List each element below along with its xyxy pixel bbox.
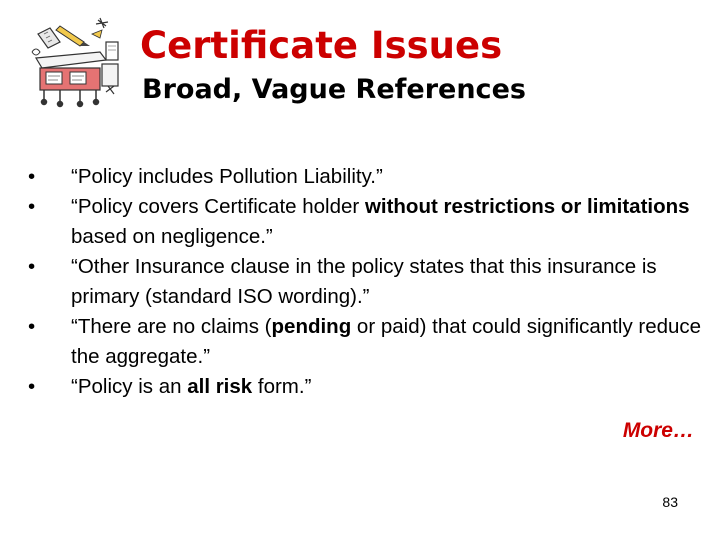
bullet-item	[24, 252, 704, 312]
desk-shape	[36, 52, 106, 90]
bullet-item	[24, 192, 704, 252]
bullet-text: “Policy includes Pollution Liability.”	[71, 165, 383, 188]
side-drawer-shape	[102, 64, 118, 94]
bullet-emphasis-text: all risk	[187, 375, 253, 398]
bullet-text: “Policy is an	[71, 375, 188, 398]
bullet-text: or paid) that could significantly reduce the aggregate.”	[71, 315, 702, 368]
bullet-emphasis-text: without restrictions or limitations	[364, 195, 690, 218]
bullet-item	[24, 312, 704, 372]
bullet-marker: •	[28, 165, 36, 188]
bullet-item	[24, 162, 704, 192]
bullet-text: form.”	[252, 375, 312, 398]
bullet-marker: •	[28, 195, 36, 218]
bullet-marker: •	[28, 375, 36, 398]
page-number: 83	[662, 494, 678, 510]
bullet-list	[24, 162, 704, 402]
bullet-emphasis-text: pending	[271, 315, 352, 338]
bullet-text: “There are no claims (	[71, 315, 272, 338]
bullet-text: “Policy covers Certificate holder	[71, 195, 365, 218]
slide-title: Certificate Issues	[140, 24, 503, 67]
bullet-item	[24, 372, 704, 402]
cup-shape	[106, 42, 118, 60]
bullet-marker: •	[28, 315, 36, 338]
bullet-text: based on negligence.”	[71, 225, 273, 248]
bullet-marker: •	[28, 255, 36, 278]
desk-clipart-icon	[30, 12, 130, 108]
desk-legs	[42, 90, 99, 107]
more-link[interactable]: More…	[622, 419, 694, 442]
slide-subtitle: Broad, Vague References	[142, 74, 526, 105]
sparkle-shape	[96, 18, 108, 28]
pencil-shape	[56, 26, 90, 46]
bullet-text: “Other Insurance clause in the policy states that this insurance is primary (standard ISO wording).”	[71, 255, 657, 308]
